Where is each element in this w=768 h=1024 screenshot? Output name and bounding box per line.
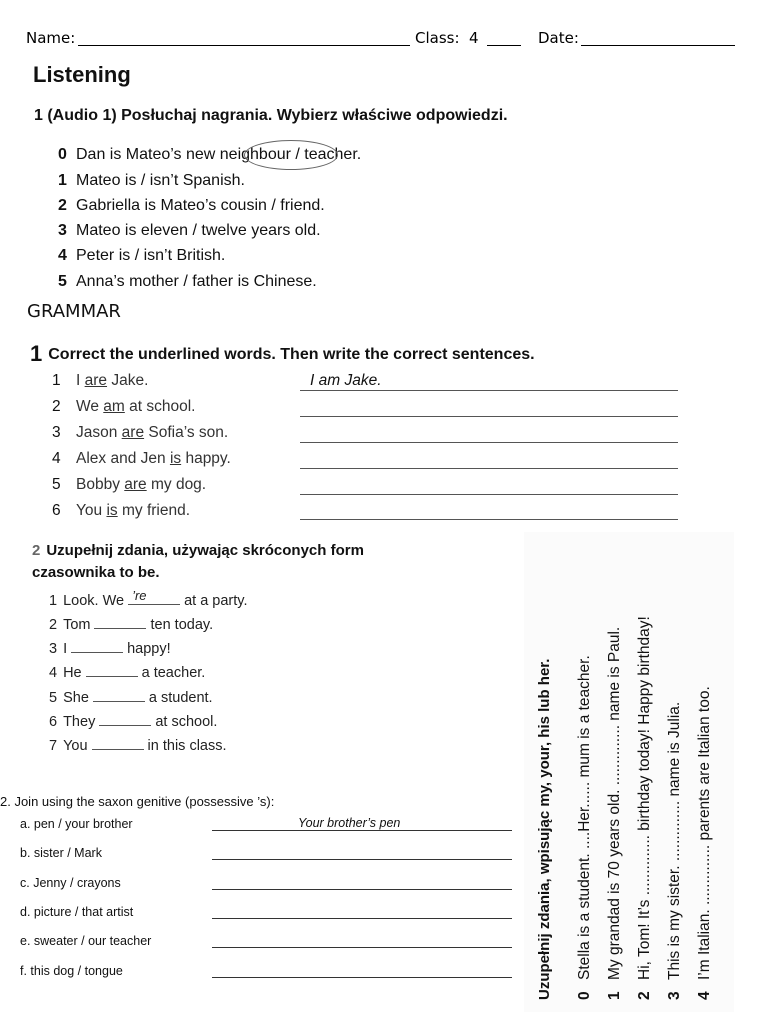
exercise-3-item: b. sister / Mark xyxy=(20,846,102,860)
rotated-exercise-panel xyxy=(524,532,734,1012)
exercise-1-instruction: 1 Correct the underlined words. Then write the correct sentences. xyxy=(30,341,535,366)
answer-blank[interactable] xyxy=(99,713,151,726)
answer-line[interactable] xyxy=(300,390,678,391)
listening-item: 2 Gabriella is Mateo’s cousin / friend. xyxy=(58,197,325,214)
exercise-4-item: 3This is my sister. .............. name is Julia. xyxy=(666,701,683,1000)
name-field[interactable] xyxy=(78,31,410,46)
exercise-1-example-answer: I am Jake. xyxy=(310,372,382,389)
listening-title: Listening xyxy=(33,62,131,87)
exercise-2-item: 7 You in this class. xyxy=(49,738,227,754)
exercise-4-instruction: Uzupełnij zdania, wpisując my, your, his lub her. xyxy=(536,658,553,1000)
answer-circle xyxy=(244,140,338,170)
exercise-2-item: 6 They at school. xyxy=(49,714,218,730)
date-field[interactable] xyxy=(581,31,735,46)
exercise-1-item: 3 Jason are Sofia’s son. xyxy=(52,424,229,441)
exercise-1-item: 2 We am at school. xyxy=(52,398,196,415)
listening-item: 4 Peter is / isn’t British. xyxy=(58,247,226,264)
answer-line[interactable] xyxy=(300,442,678,443)
answer-line[interactable] xyxy=(300,494,678,495)
answer-line[interactable] xyxy=(212,830,512,831)
exercise-4-item: 1My grandad is 70 years old. .............. name is Paul. xyxy=(606,626,623,1000)
name-label: Name: xyxy=(26,29,76,47)
date-label: Date: xyxy=(538,29,579,47)
exercise-2-item: 4 He a teacher. xyxy=(49,665,206,681)
exercise-3-item: e. sweater / our teacher xyxy=(20,934,152,948)
listening-item: 3 Mateo is eleven / twelve years old. xyxy=(58,222,321,239)
answer-line[interactable] xyxy=(212,918,512,919)
answer-line[interactable] xyxy=(212,947,512,948)
answer-line[interactable] xyxy=(212,889,512,890)
class-label: Class: xyxy=(415,29,460,47)
answer-line[interactable] xyxy=(300,416,678,417)
exercise-3-item: c. Jenny / crayons xyxy=(20,876,121,890)
grammar-heading: GRAMMAR xyxy=(27,301,121,322)
class-value: 4 xyxy=(469,29,479,47)
listening-instruction: 1 (Audio 1) Posłuchaj nagrania. Wybierz właściwe odpowiedzi. xyxy=(34,107,508,124)
answer-blank[interactable] xyxy=(94,616,146,629)
exercise-2-item: 3 I happy! xyxy=(49,641,171,657)
answer-blank[interactable] xyxy=(86,664,138,677)
exercise-4-item: 4I’m Italian. .............. parents are Italian too. xyxy=(696,686,713,1000)
exercise-1-item: 1 I are Jake. xyxy=(52,372,149,389)
exercise-2-item: 1 Look. We ’re at a party. xyxy=(49,588,248,609)
exercise-4-item: 0Stella is a student. ....Her...... mum is a teacher. xyxy=(576,655,593,1000)
exercise-3-instruction: 2. Join using the saxon genitive (possessive ’s): xyxy=(0,794,275,809)
exercise-1-item: 6 You is my friend. xyxy=(52,502,191,519)
exercise-2-item: 2 Tom ten today. xyxy=(49,617,214,633)
answer-line[interactable] xyxy=(212,977,512,978)
answer-line[interactable] xyxy=(300,468,678,469)
exercise-1-item: 5 Bobby are my dog. xyxy=(52,476,207,493)
class-field[interactable] xyxy=(487,31,521,46)
exercise-3-example-answer: Your brother’s pen xyxy=(298,816,401,830)
exercise-1-item: 4 Alex and Jen is happy. xyxy=(52,450,231,467)
answer-blank[interactable] xyxy=(92,737,144,750)
answer-blank[interactable]: ’re xyxy=(128,592,180,605)
answer-blank[interactable] xyxy=(71,640,123,653)
exercise-3-item: d. picture / that artist xyxy=(20,905,134,919)
exercise-3-item: f. this dog / tongue xyxy=(20,964,123,978)
exercise-2-item: 5 She a student. xyxy=(49,690,213,706)
answer-line[interactable] xyxy=(300,519,678,520)
exercise-4-item: 2Hi, Tom! It’s .............. birthday today! Happy birthday! xyxy=(636,616,653,1000)
listening-item: 1 Mateo is / isn’t Spanish. xyxy=(58,172,245,189)
answer-line[interactable] xyxy=(212,859,512,860)
exercise-3-item: a. pen / your brother xyxy=(20,817,133,831)
listening-item: 0 Dan is Mateo’s new neighbour / teacher. xyxy=(58,146,362,163)
exercise-2-instruction: 2 Uzupełnij zdania, używając skróconych form czasownika to be. xyxy=(32,542,364,581)
listening-item: 5 Anna’s mother / father is Chinese. xyxy=(58,273,317,290)
answer-blank[interactable] xyxy=(93,689,145,702)
